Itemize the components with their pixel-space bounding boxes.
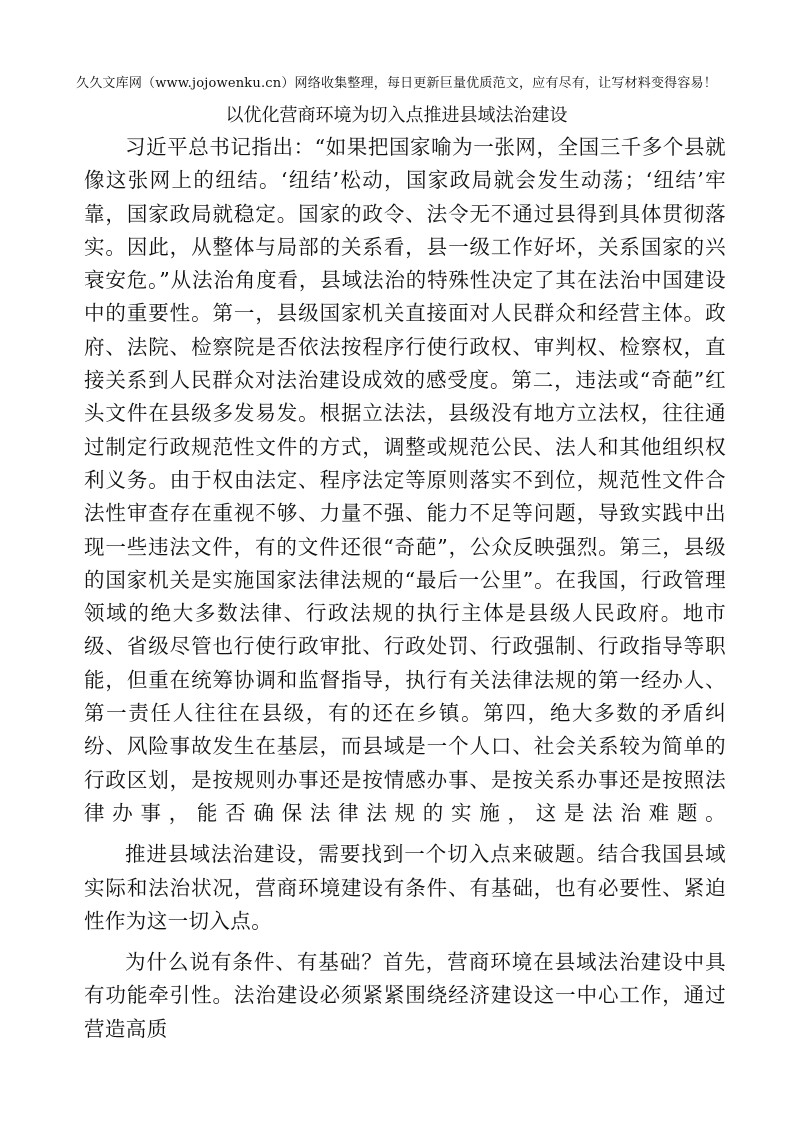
document-title: 以优化营商环境为切入点推进县域法治建设 bbox=[225, 105, 568, 126]
body-paragraph-3: 为什么说有条件、有基础？首先，营商环境在县域法治建设中具有功能牵引性。法治建设必须紧紧围绕经济建设这一中心工作，通过营造高质 bbox=[84, 950, 726, 1041]
document-body bbox=[84, 131, 726, 1046]
source-header-note: 久久文库网（www.jojowenku.cn）网络收集整理，每日更新巨量优质范文，应有尽有，让写材料变得容易！ bbox=[76, 76, 717, 91]
body-paragraph-2: 推进县域法治建设，需要找到一个切入点来破题。结合我国县域实际和法治状况，营商环境建设有条件、有基础，也有必要性、紧迫性作为这一切入点。 bbox=[84, 842, 726, 933]
body-paragraph-1: 习近平总书记指出：“如果把国家喻为一张网，全国三千多个县就像这张网上的纽结。‘纽结’松动，国家政局就会发生动荡；‘纽结’牢靠，国家政局就稳定。国家的政令、法令无不通过县得到具体贯彻落实。因此，从整体与局部的关系看，县一级工作好坏，关系国家的兴衰安危。”从法治角度看，县域法治的特殊性决定了其在法治中国建设中的重要性。第一，县级国家机关直接面对人民群众和经营主体。政府、法院、检察院是否依法按程序行使行政权、审判权、检察权，直接关系到人民群众对法治建设成效的感受度。第二，违法或“奇葩”红头文件在县级多发易发。根据立法法，县级没有地方立法权，往往通过制定行政规范性文件的方式，调整或规范公民、法人和其他组织权利义务。由于权由法定、程序法定等原则落实不到位，规范性文件合法性审查存在重视不够、力量不强、能力不足等问题，导致实践中出现一些违法文件，有的文件还很“奇葩”，公众反映强烈。第三，县级的国家机关是实施国家法律法规的“最后一公里”。在我国，行政管理领域的绝大多数法律、行政法规的执行主体是县级人民政府。地市级、省级尽管也行使行政审批、行政处罚、行政强制、行政指导等职能，但重在统筹协调和监督指导，执行有关法律法规的第一经办人、第一责任人往往在县级，有的还在乡镇。第四，绝大多数的矛盾纠纷、风险事故发生在基层，而县域是一个人口、社会关系较为简单的行政区划，是按规则办事还是按情感办事、是按关系办事还是按照法律办事，能否确保法律法规的实施，这是法治难题。 bbox=[84, 135, 726, 825]
